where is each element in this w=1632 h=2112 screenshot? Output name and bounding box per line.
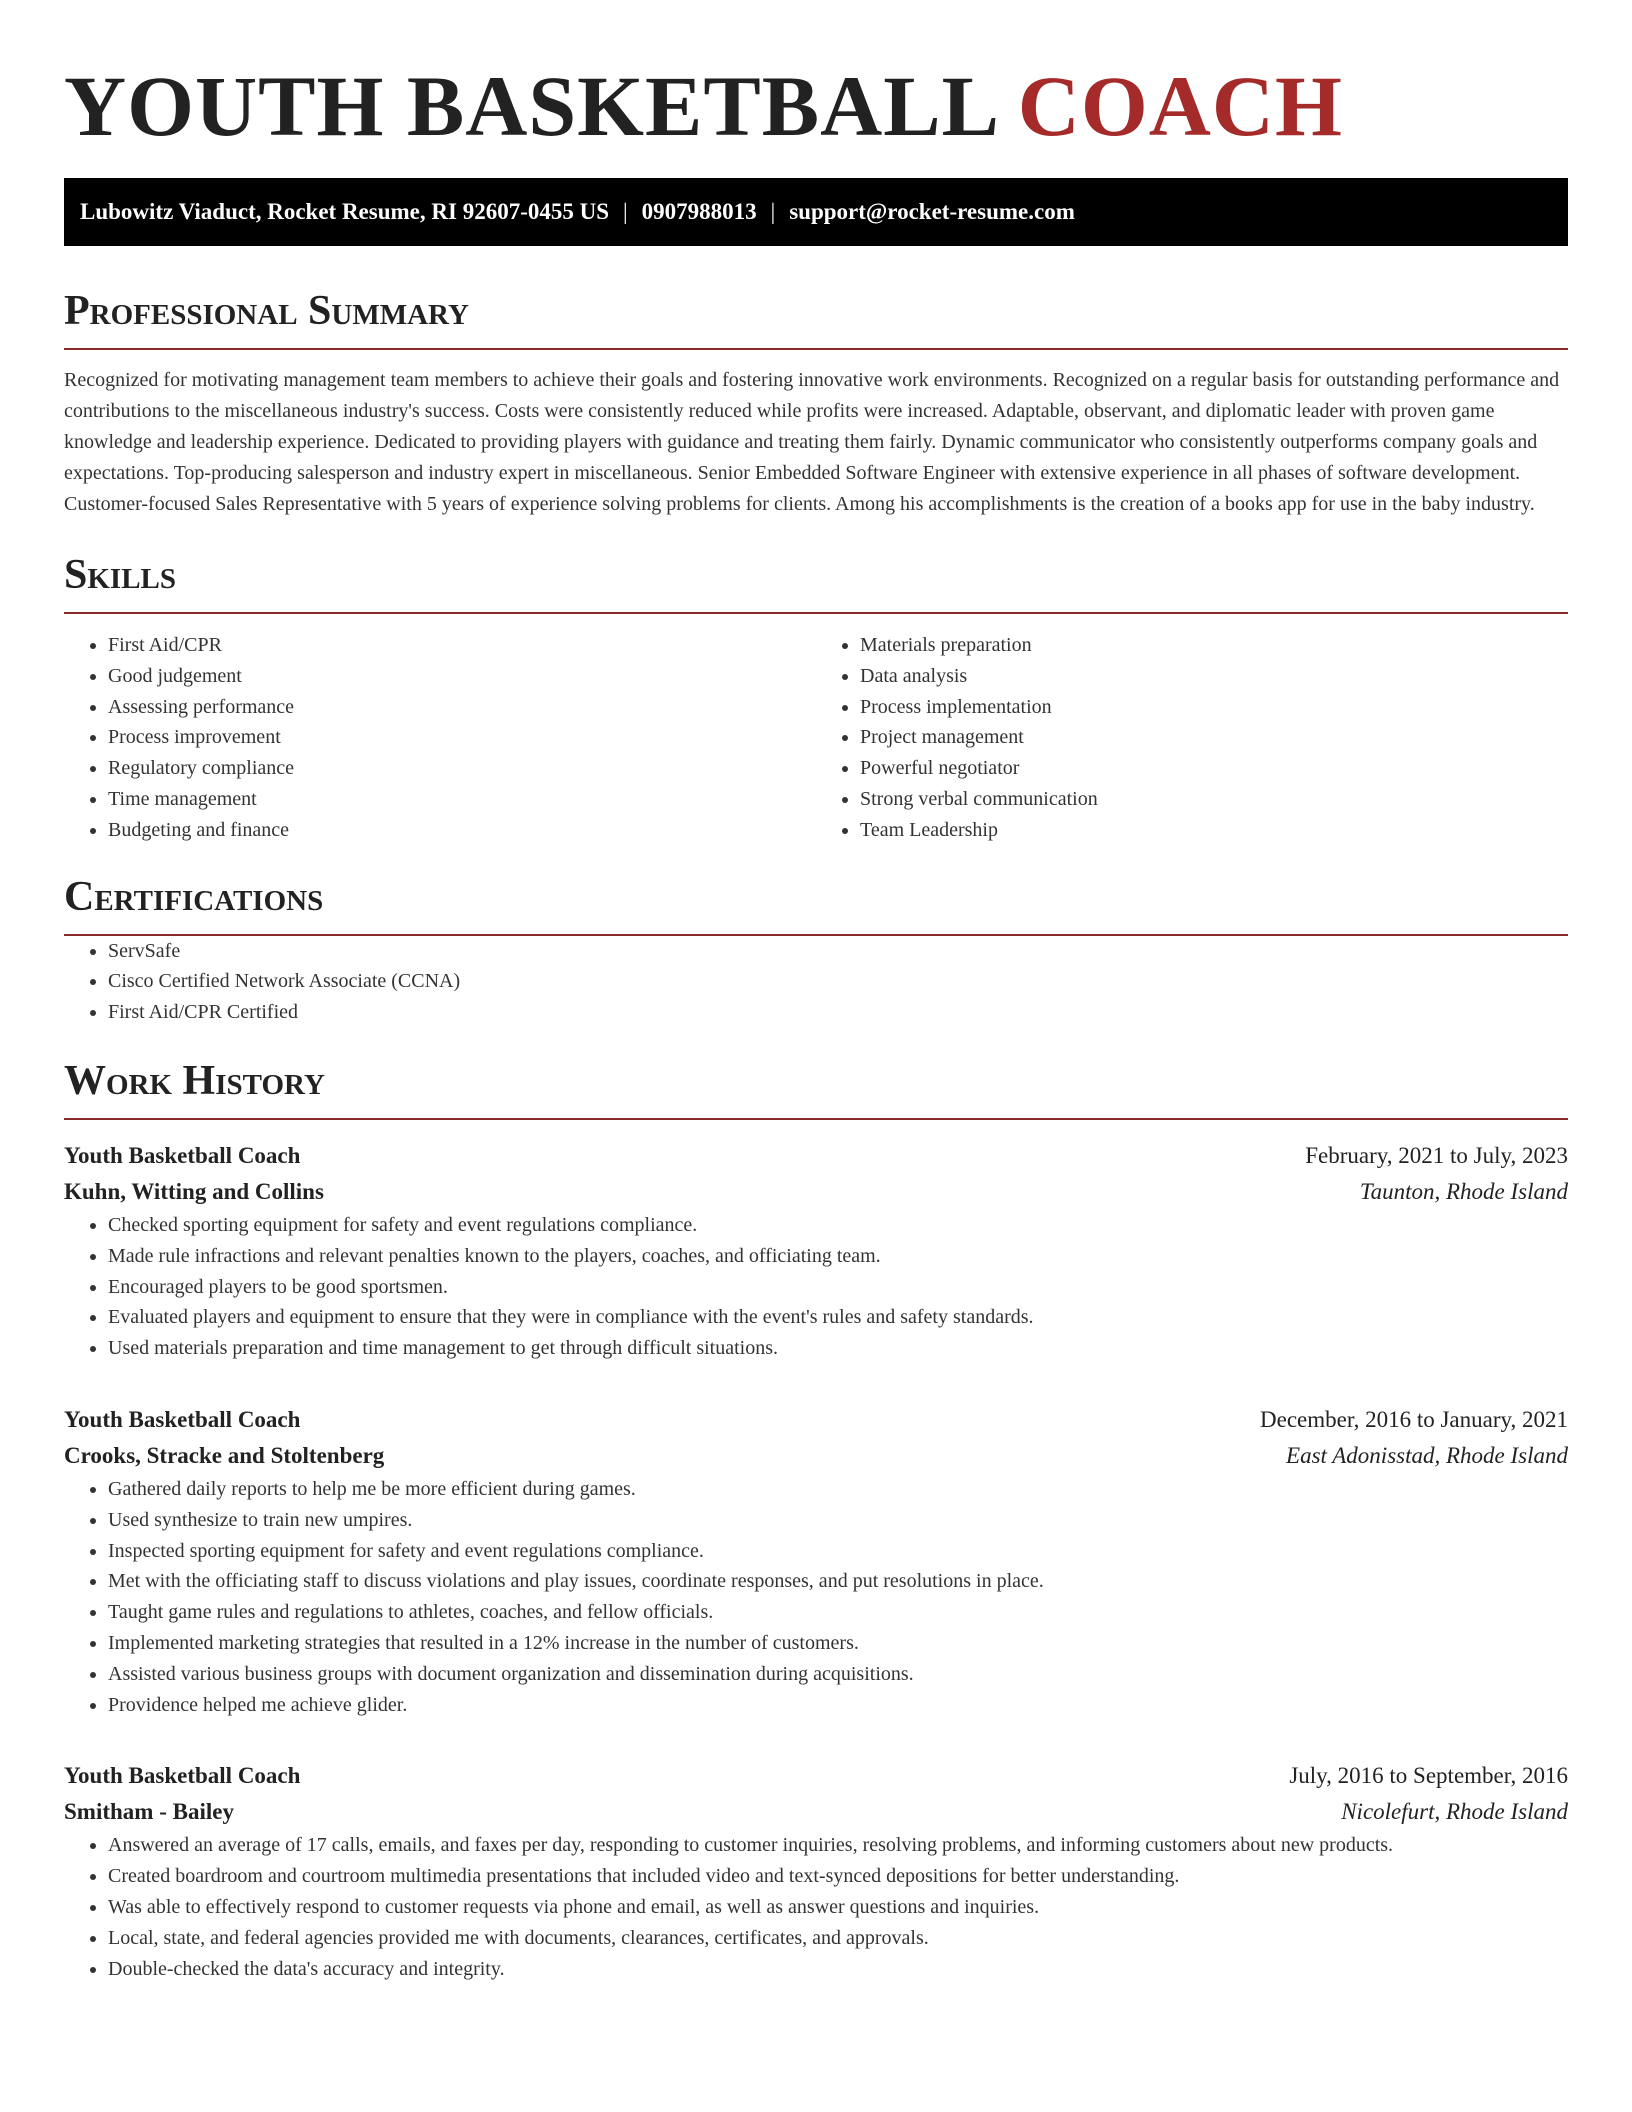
certification-item: • First Aid/CPR Certified — [108, 997, 1568, 1028]
certification-item: • Cisco Certified Network Associate (CCNA) — [108, 966, 1568, 997]
jobs-list — [64, 1138, 1568, 1984]
job-bullet: • Assisted various business groups with document organization and dissemination during acquisitions. — [108, 1659, 1568, 1690]
title-accent: COACH — [1017, 58, 1343, 154]
skill-item: • First Aid/CPR — [108, 630, 816, 661]
job-bullet: • Created boardroom and courtroom multimedia presentations that included video and text-synced depositions for better understanding. — [108, 1861, 1568, 1892]
contact-separator: | — [770, 199, 776, 224]
job-company-row — [64, 1438, 1568, 1474]
resume-title — [64, 56, 1568, 156]
job-company: Crooks, Stracke and Stoltenberg — [64, 1442, 385, 1468]
section-heading: Professional Summary — [64, 286, 1568, 350]
skills-list-right — [816, 630, 1568, 846]
job-bullet: • Made rule infractions and relevant penalties known to the players, coaches, and officiating team. — [108, 1241, 1568, 1272]
job-entry — [64, 1138, 1568, 1364]
skills-section — [64, 550, 1568, 846]
job-header-row — [64, 1138, 1568, 1174]
skills-grid — [64, 630, 1568, 846]
skill-item: • Assessing performance — [108, 692, 816, 723]
skills-list-left — [64, 630, 816, 846]
job-bullet: • Providence helped me achieve glider. — [108, 1690, 1568, 1721]
job-bullets — [64, 1474, 1568, 1720]
job-bullet: • Used materials preparation and time management to get through difficult situations. — [108, 1333, 1568, 1364]
contact-bar — [64, 178, 1568, 246]
job-location: Nicolefurt, Rhode Island — [1341, 1799, 1568, 1825]
job-company-row — [64, 1174, 1568, 1210]
job-bullet: • Inspected sporting equipment for safety and event regulations compliance. — [108, 1536, 1568, 1567]
job-dates: December, 2016 to January, 2021 — [1260, 1406, 1568, 1432]
certifications-section — [64, 872, 1568, 1028]
skill-item: • Process implementation — [860, 692, 1568, 723]
contact-separator: | — [623, 199, 628, 224]
skill-item: • Powerful negotiator — [860, 753, 1568, 784]
skill-item: • Good judgement — [108, 661, 816, 692]
job-location: Taunton, Rhode Island — [1359, 1178, 1568, 1204]
job-dates: February, 2021 to July, 2023 — [1305, 1142, 1568, 1168]
contact-email[interactable]: support@rocket-resume.com — [789, 199, 1075, 224]
job-header-row — [64, 1402, 1568, 1438]
job-company-row — [64, 1794, 1568, 1830]
skill-item: • Time management — [108, 784, 816, 815]
section-heading: Work History — [64, 1056, 1568, 1120]
section-heading: Certifications — [64, 872, 1568, 936]
job-company: Smitham - Bailey — [64, 1799, 234, 1825]
job-title: Youth Basketball Coach — [64, 1406, 301, 1432]
certifications-list — [64, 936, 1568, 1028]
skill-item: • Budgeting and finance — [108, 815, 816, 846]
work-history-section — [64, 1056, 1568, 1984]
certification-item: • ServSafe — [108, 936, 1568, 967]
job-entry — [64, 1402, 1568, 1720]
job-bullets — [64, 1210, 1568, 1364]
contact-phone: 0907988013 — [641, 199, 757, 224]
job-title: Youth Basketball Coach — [64, 1763, 301, 1789]
job-bullet: • Encouraged players to be good sportsmen. — [108, 1272, 1568, 1303]
skill-item: • Materials preparation — [860, 630, 1568, 661]
job-dates: July, 2016 to September, 2016 — [1289, 1763, 1568, 1789]
skill-item: • Process improvement — [108, 722, 816, 753]
skill-item: • Strong verbal communication — [860, 784, 1568, 815]
job-bullet: • Taught game rules and regulations to athletes, coaches, and fellow officials. — [108, 1597, 1568, 1628]
job-bullet: • Evaluated players and equipment to ensure that they were in compliance with the event's rules and safety standards. — [108, 1302, 1568, 1333]
title-main: YOUTH BASKETBALL — [64, 58, 996, 154]
summary-text: Recognized for motivating management team members to achieve their goals and fostering innovative work environments. Recognized on a regular basis for outstanding performance and contributions to the miscellaneous industry's success. Costs were consistently reduced while profits were increased. Adaptable, observant, and diplomatic leader with proven game knowledge and leadership experience. Dedicated to providing players with guidance and treating them fairly. Dynamic communicator who consistently outperforms company goals and expectations. Top-producing salesperson and industry expert in miscellaneous. Senior Embedded Software Engineer with extensive experience in all phases of software development. Customer-focused Sales Representative with 5 years of experience solving problems for clients. Among his accomplishments is the creation of a books app for use in the baby industry. — [64, 369, 1560, 515]
skill-item: • Regulatory compliance — [108, 753, 816, 784]
professional-summary-section — [64, 286, 1568, 520]
job-bullet: • Used synthesize to train new umpires. — [108, 1505, 1568, 1536]
job-title: Youth Basketball Coach — [64, 1142, 301, 1168]
job-location: East Adonisstad, Rhode Island — [1286, 1442, 1568, 1468]
skill-item: • Project management — [860, 722, 1568, 753]
job-bullet: • Was able to effectively respond to customer requests via phone and email, as well as answer questions and inquiries. — [108, 1892, 1568, 1923]
job-entry — [64, 1758, 1568, 1984]
job-bullets — [64, 1830, 1568, 1984]
skill-item: • Data analysis — [860, 661, 1568, 692]
contact-address: Lubowitz Viaduct, Rocket Resume, RI 92607-0455 US — [80, 199, 609, 224]
job-bullet: • Met with the officiating staff to discuss violations and play issues, coordinate responses, and put resolutions in place. — [108, 1566, 1568, 1597]
job-bullet: • Gathered daily reports to help me be more efficient during games. — [108, 1474, 1568, 1505]
job-bullet: • Local, state, and federal agencies provided me with documents, clearances, certificates, and approvals. — [108, 1923, 1568, 1954]
skill-item: • Team Leadership — [860, 815, 1568, 846]
job-company: Kuhn, Witting and Collins — [64, 1178, 324, 1204]
job-bullet: • Checked sporting equipment for safety and event regulations compliance. — [108, 1210, 1568, 1241]
job-bullet: • Answered an average of 17 calls, emails, and faxes per day, responding to customer inquiries, resolving problems, and informing customers about new products. — [108, 1830, 1568, 1861]
job-bullet: • Double-checked the data's accuracy and integrity. — [108, 1954, 1568, 1985]
job-header-row — [64, 1758, 1568, 1794]
section-heading: Skills — [64, 550, 1568, 614]
job-bullet: • Implemented marketing strategies that resulted in a 12% increase in the number of customers. — [108, 1628, 1568, 1659]
